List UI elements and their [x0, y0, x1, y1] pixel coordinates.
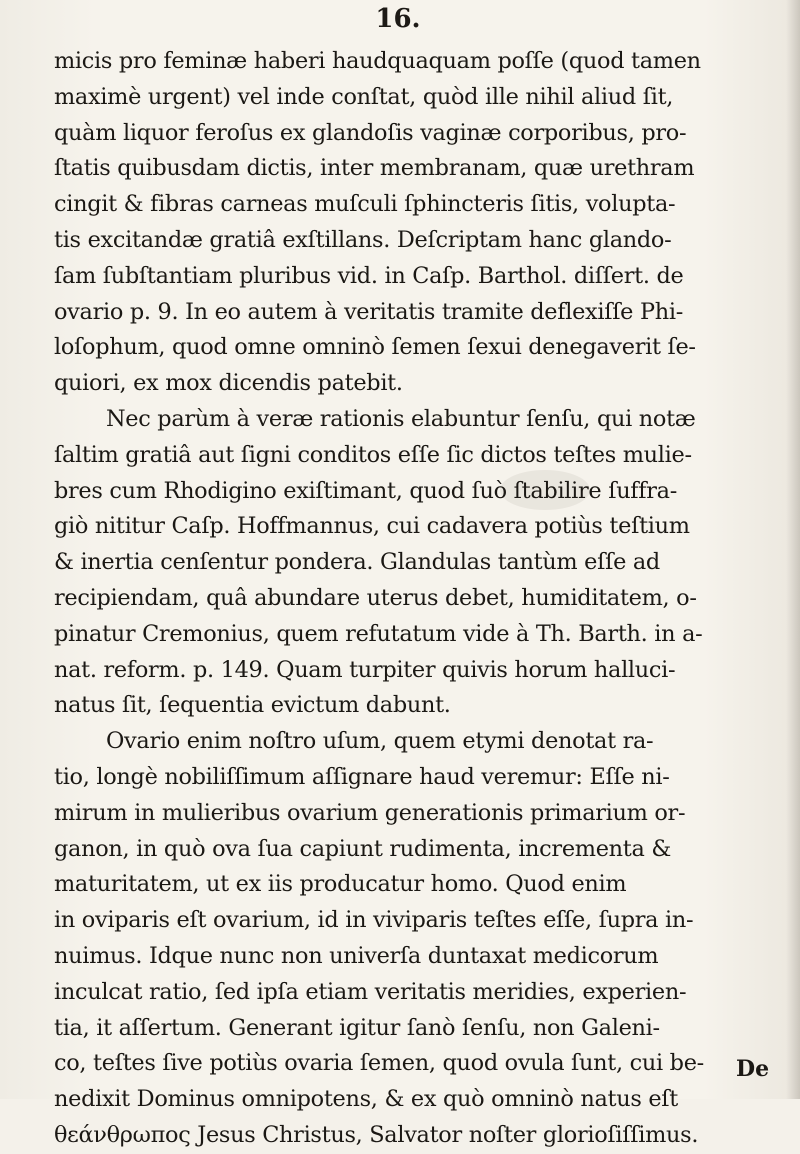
text-line: pinatur Cremonius, quem refutatum vide à Th. Barth. in a-	[54, 620, 703, 647]
text-line: co, teſtes ſive potiùs ovaria ſemen, quod ovula ſunt, cui be-	[54, 1050, 704, 1077]
page-edge-shadow	[786, 0, 800, 1099]
page-number: 16.	[375, 4, 421, 34]
text-line: bres cum Rhodigino exiſtimant, quod ſuò ſtabilire ſuffra-	[54, 477, 678, 504]
text-line: quàm liquor feroſus ex glandoſis vaginæ corporibus, pro-	[54, 119, 687, 146]
text-line: natus ſit, ſequentia evictum dabunt.	[54, 692, 451, 719]
text-line: ſaltim gratiâ aut ſigni conditos eſſe ſic dictos teſtes mulie-	[54, 441, 692, 468]
text-line: tis excitandæ gratiâ exſtillans. Deſcriptam hanc glando-	[54, 226, 672, 253]
paragraph-start-line: Ovario enim noſtro uſum, quem etymi denotat ra-	[106, 728, 654, 755]
text-line: & inertia cenſentur pondera. Glandulas tantùm eſſe ad	[54, 549, 660, 576]
text-line: ovario p. 9. In eo autem à veritatis tramite deflexiſſe Phi-	[54, 298, 683, 325]
text-line: tia, it aſſertum. Generant igitur ſanò ſenſu, non Galeni-	[54, 1014, 660, 1041]
text-line: cingit & fibras carneas muſculi ſphincteris ſitis, volupta-	[54, 191, 676, 218]
body-text	[54, 44, 780, 1154]
paragraph-start-line: Nec parùm à veræ rationis elabuntur ſenſu, qui notæ	[106, 405, 696, 432]
text-line: ſtatis quibusdam dictis, inter membranam, quæ urethram	[54, 155, 695, 182]
text-line: nat. reform. p. 149. Quam turpiter quivis horum halluci-	[54, 656, 676, 683]
text-line: giò nititur Caſp. Hoffmannus, cui cadavera potiùs teſtium	[54, 513, 690, 540]
text-line: nedixit Dominus omnipotens, & ex quò omninò natus eſt	[54, 1086, 678, 1113]
text-line: tio, longè nobiliſſimum aſſignare haud veremur: Eſſe ni-	[54, 763, 670, 790]
text-line: θεάνθρωπος Jesus Christus, Salvator noſter glorioſiſſimus.	[54, 1121, 699, 1148]
text-line: ſam ſubſtantiam pluribus vid. in Caſp. Barthol. diſſert. de	[54, 262, 684, 289]
catchword: De	[736, 1056, 770, 1082]
text-line: in oviparis eſt ovarium, id in viviparis teſtes eſſe, ſupra in-	[54, 907, 694, 934]
text-line: maturitatem, ut ex iis producatur homo. Quod enim	[54, 871, 627, 898]
text-line: ganon, in quò ova ſua capiunt rudimenta, incrementa &	[54, 835, 671, 862]
text-line: nuimus. Idque nunc non univerſa duntaxat medicorum	[54, 942, 659, 969]
text-line: mirum in mulieribus ovarium generationis primarium or-	[54, 799, 686, 826]
text-line: loſophum, quod omne omninò ſemen ſexui denegaverit ſe-	[54, 334, 696, 361]
text-line: recipiendam, quâ abundare uterus debet, humiditatem, o-	[54, 584, 697, 611]
text-line: quiori, ex mox dicendis patebit.	[54, 370, 403, 397]
text-line: maximè urgent) vel inde conſtat, quòd ille nihil aliud ſit,	[54, 83, 674, 110]
text-line: micis pro feminæ haberi haudquaquam poſſe (quod tamen	[54, 48, 701, 74]
text-line: inculcat ratio, ſed ipſa etiam veritatis meridies, experien-	[54, 978, 687, 1005]
